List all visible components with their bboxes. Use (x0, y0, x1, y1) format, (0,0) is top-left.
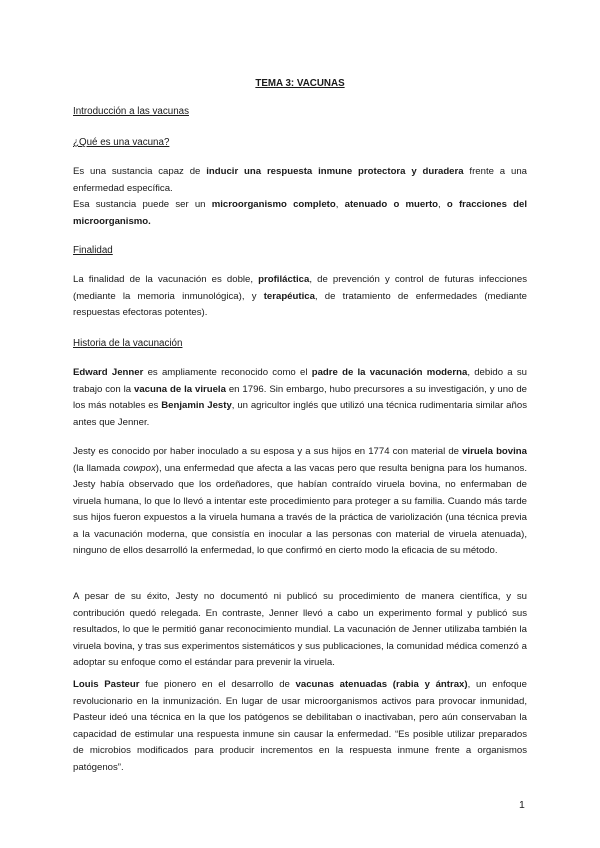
text-run: padre de la vacunación moderna (311, 367, 468, 378)
text-run: fue pionero en el desarrollo de (139, 679, 296, 690)
heading-historia: Historia de la vacunación (73, 338, 183, 349)
text-run: o fracciones del microorganismo. (73, 199, 527, 227)
paragraph-finalidad (73, 272, 527, 322)
heading-que-es-vacuna: ¿Qué es una vacuna? (73, 137, 170, 148)
heading-finalidad: Finalidad (73, 245, 113, 256)
text-run: frente a una enfermedad específica. (73, 166, 527, 194)
text-run: , un enfoque revolucionario en la inmunización. En lugar de usar microorganismos activos para provocar inmunidad, Pasteur ideó una técnica en la que los patógenos se debilitaban o inactivaban, pero aún conservaban la capacidad de estimular una respuesta inmune sin causar la enfermedad. “Es posible utilizar preparados de microbios modificados para producir incrementos en la respuesta inmune frente a organismos patógenos”. (73, 679, 527, 773)
text-run: microorganismo completo (211, 199, 336, 210)
text-run: , de tratamiento de enfermedades (mediante respuestas efectoras potentes). (73, 290, 527, 318)
text-run: Edward Jenner (73, 367, 144, 378)
paragraph-jenner (73, 365, 527, 431)
text-run: , un agricultor inglés que utilizó una técnica rudimentaria similar años antes que Jenner. (73, 400, 527, 428)
text-run: viruela bovina (462, 446, 527, 457)
text-run: , de prevención y control de futuras infecciones (mediante la memoria inmunológica), y (73, 274, 527, 302)
paragraph-contraste (73, 589, 527, 672)
text-run: vacunas atenuadas (rabia y ántrax) (295, 679, 468, 690)
text-run: (la llamada (73, 462, 124, 474)
text-run: es ampliamente reconocido como el (143, 367, 312, 378)
text-run: cowpox (123, 462, 156, 474)
text-run: , (335, 199, 345, 210)
page-number: 1 (519, 799, 525, 811)
text-run: La finalidad de la vacunación es doble, (73, 274, 259, 285)
text-run: Louis Pasteur (73, 679, 140, 690)
text-run: en 1796. Sin embargo, hubo precursores a su investigación, y uno de los más notables es (73, 383, 527, 411)
text-run: Es una sustancia capaz de (73, 166, 207, 177)
text-run: A pesar de su éxito, Jesty no documentó ni publicó su procedimiento de manera científica, y su contribución quedó relegada. En contraste, Jenner llevó a cabo un experimento formal y publicó sus resultados, lo que le permitió ganar reconocimiento mundial. La vacunación de Jenner utilizaba también la viruela bovina, y tras sus experimentos sistemáticos y sus publicaciones, la comunidad médica comenzó a adoptar su enfoque como el estándar para prevenir la viruela. (73, 591, 527, 668)
paragraph-definicion (73, 164, 527, 197)
page-title: TEMA 3: VACUNAS (255, 78, 345, 89)
paragraph-jesty (73, 444, 527, 560)
text-run: terapéutica (263, 290, 315, 302)
paragraph-tipos (73, 197, 527, 230)
text-run: , debido a su trabajo con la (73, 367, 527, 395)
text-run: Benjamin Jesty (161, 400, 232, 411)
text-run: Jesty es conocido por haber inoculado a su esposa y a sus hijos en 1774 con material de (73, 446, 463, 457)
text-run: inducir una respuesta inmune protectora y duradera (206, 166, 464, 177)
text-run: , (438, 199, 447, 210)
text-run: atenuado o muerto (344, 199, 439, 210)
text-run: profiláctica (258, 274, 310, 285)
text-run: ), una enfermedad que afecta a las vacas pero que resulta benigna para los humanos. Jesty había observado que los ordeñadores, que habían contraído viruela bovina, no enfermaban de viruela humana, lo que lo llevó a intentar este procedimiento para proteger a su familia. Cuando más tarde sus hijos fueron expuestos a la viruela humana a través de la práctica de variolización (una técnica previa a la vacunación moderna, que consistía en inocular a las personas con material de viruela atenuada), ninguno de ellos desarrolló la enfermedad, lo que confirmó en cierto modo la eficacia de su método. (73, 462, 528, 556)
text-run: vacuna de la viruela (134, 383, 226, 395)
paragraph-pasteur (73, 677, 527, 776)
text-run: Esa sustancia puede ser un (73, 199, 212, 210)
heading-introduccion: Introducción a las vacunas (73, 106, 189, 117)
